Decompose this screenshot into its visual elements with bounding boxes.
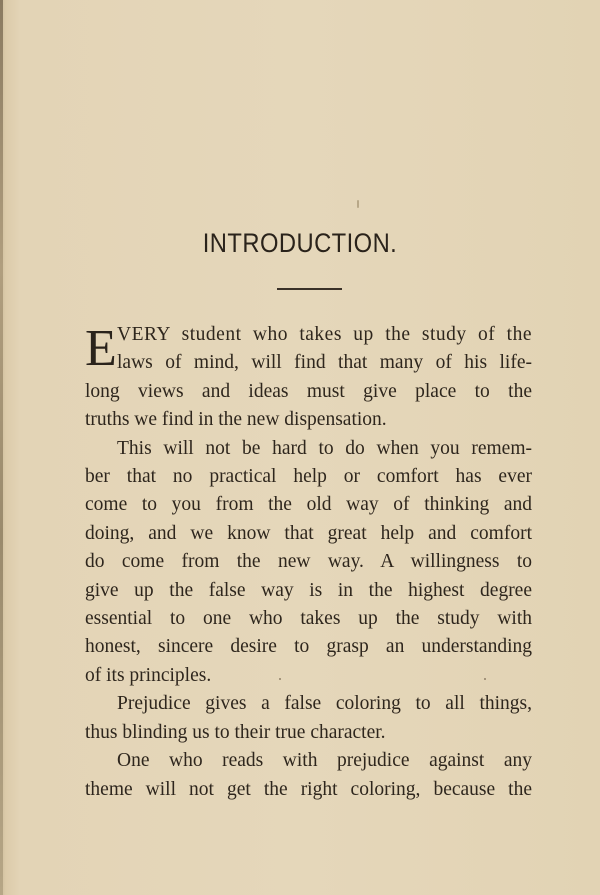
- drop-cap: E: [85, 320, 117, 377]
- title-rule-divider: [277, 288, 342, 290]
- text-line: honest, sincere desire to grasp an understanding: [85, 636, 532, 658]
- text-line: One who reads with prejudice against any: [117, 750, 532, 772]
- text-line: truths we find in the new dispensation.: [85, 409, 387, 431]
- paper-speck: [279, 678, 281, 680]
- paper-blemish: [357, 200, 359, 208]
- paragraph-2: [85, 435, 532, 691]
- page-binding-edge: [0, 0, 3, 895]
- paper-speck: [484, 678, 486, 680]
- text-line: ber that no practical help or comfort has ever: [85, 466, 532, 488]
- text-line: doing, and we know that great help and comfort: [85, 522, 532, 544]
- text-line: long views and ideas must give place to the: [85, 380, 532, 402]
- text-line: Prejudice gives a false coloring to all things,: [117, 693, 532, 715]
- text-line: thus blinding us to their true character.: [85, 721, 386, 743]
- text-line: essential to one who takes up the study with: [85, 608, 532, 630]
- text-line: come to you from the old way of thinking and: [85, 494, 532, 516]
- text-line: theme will not get the right coloring, because the: [85, 778, 532, 800]
- paragraph-3: [85, 690, 532, 747]
- text-line: VERY student who takes up the study of the: [117, 324, 532, 345]
- chapter-title: INTRODUCTION.: [202, 228, 398, 258]
- text-line: This will not be hard to do when you remem-: [117, 437, 532, 459]
- body-text: [85, 321, 532, 804]
- text-line: give up the false way is in the highest degree: [85, 579, 532, 601]
- text-line: do come from the new way. A willingness to: [85, 551, 532, 573]
- text-line: of its principles.: [85, 664, 212, 686]
- paragraph-4: [85, 747, 532, 804]
- paragraph-1: [85, 321, 532, 435]
- text-line: laws of mind, will find that many of his life-: [117, 352, 532, 374]
